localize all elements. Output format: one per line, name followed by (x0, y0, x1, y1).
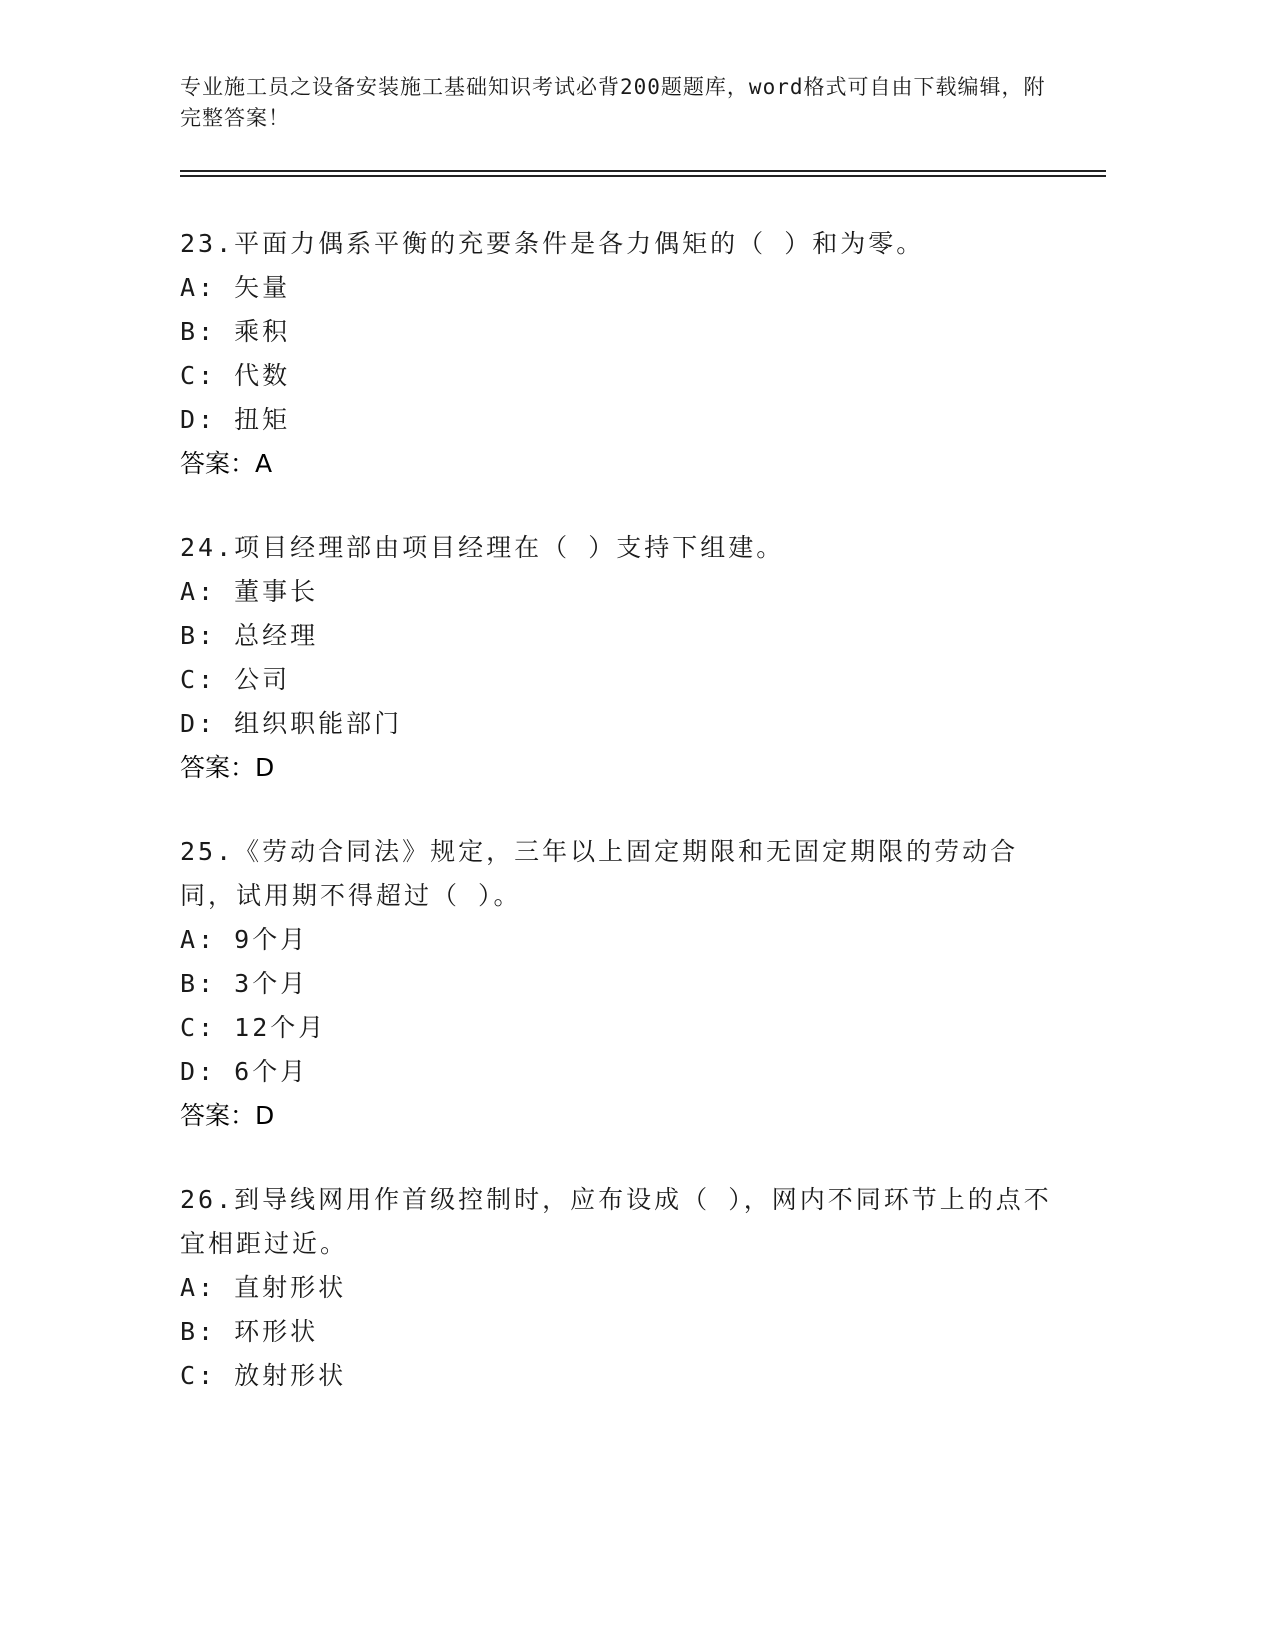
option-d: D: 组织职能部门 (180, 709, 403, 738)
question-stem: 24.项目经理部由项目经理在（ ）支持下组建。 (180, 533, 785, 562)
option-a: A: 直射形状 (180, 1273, 347, 1302)
option-b: B: 3个月 (180, 969, 309, 998)
header-divider-bottom (180, 175, 1106, 177)
option-c: C: 12个月 (180, 1013, 327, 1042)
question-stem: 23.平面力偶系平衡的充要条件是各力偶矩的（ ）和为零。 (180, 229, 925, 258)
option-b: B: 乘积 (180, 317, 291, 346)
question-list (180, 222, 1060, 1438)
answer-line: 答案：D (180, 753, 275, 782)
header-divider-top (180, 170, 1106, 172)
answer-line: 答案：A (180, 449, 273, 478)
question-stem: 25.《劳动合同法》规定，三年以上固定期限和无固定期限的劳动合同，试用期不得超过（ ）。 (180, 837, 1019, 910)
option-b: B: 总经理 (180, 621, 319, 650)
option-c: C: 放射形状 (180, 1361, 347, 1390)
question-24 (180, 526, 1060, 790)
question-stem: 26.到导线网用作首级控制时，应布设成（ ），网内不同环节上的点不宜相距过近。 (180, 1185, 1052, 1258)
option-b: B: 环形状 (180, 1317, 319, 1346)
question-25 (180, 830, 1060, 1138)
option-a: A: 9个月 (180, 925, 309, 954)
option-a: A: 董事长 (180, 577, 319, 606)
option-a: A: 矢量 (180, 273, 291, 302)
option-c: C: 代数 (180, 361, 291, 390)
option-d: D: 扭矩 (180, 405, 291, 434)
option-c: C: 公司 (180, 665, 291, 694)
document-header: 专业施工员之设备安装施工基础知识考试必背200题题库，word格式可自由下载编辑，附完整答案！ (180, 75, 1046, 130)
answer-line: 答案：D (180, 1101, 275, 1130)
question-26 (180, 1178, 1060, 1398)
question-23 (180, 222, 1060, 486)
option-d: D: 6个月 (180, 1057, 309, 1086)
